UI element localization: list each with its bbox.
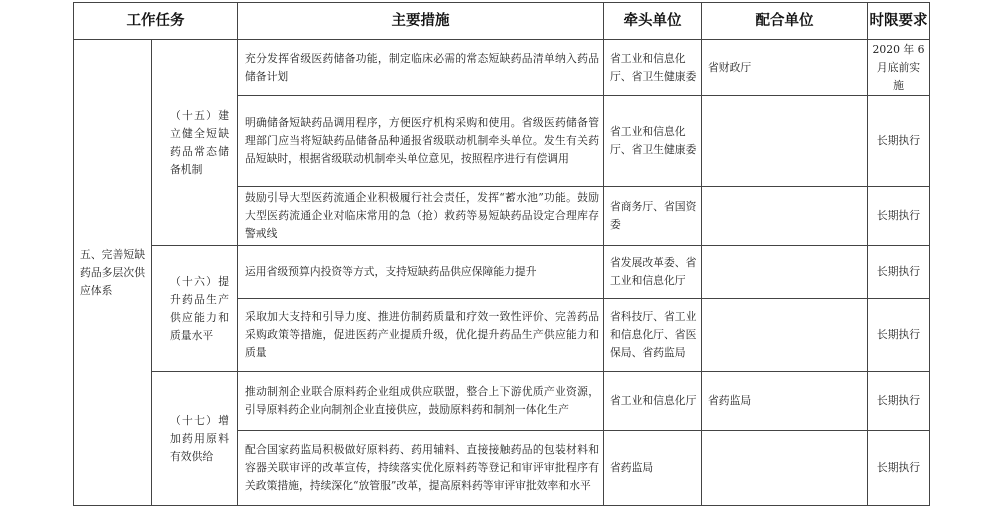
subtask-cell: （十七）增加药用原料有效供给 <box>152 372 238 506</box>
lead-unit-cell: 省工业和信息化厅、省卫生健康委 <box>604 40 702 96</box>
measure-cell: 鼓励引导大型医药流通企业积极履行社会责任，发挥“蓄水池”功能。鼓励大型医药流通企业对临床常用的急（抢）救药等易短缺药品设定合理库存警戒线 <box>238 187 604 246</box>
header-lead: 牵头单位 <box>604 3 702 40</box>
deadline-cell: 长期执行 <box>868 96 930 187</box>
header-task: 工作任务 <box>74 3 238 40</box>
coop-unit-cell <box>702 96 868 187</box>
header-deadline: 时限要求 <box>868 3 930 40</box>
header-row <box>74 3 930 40</box>
measure-cell: 配合国家药监局积极做好原料药、药用辅料、直接接触药品的包装材料和容器关联审评的改革宣传，持续落实优化原料药等登记和审评审批程序有关政策措施，持续深化“放管服”改革，提高原料药等审评审批效率和水平 <box>238 431 604 506</box>
subtask-cell: （十六）提升药品生产供应能力和质量水平 <box>152 246 238 372</box>
table-row <box>74 372 930 431</box>
lead-unit-cell: 省商务厅、省国资委 <box>604 187 702 246</box>
deadline-cell: 长期执行 <box>868 187 930 246</box>
coop-unit-cell <box>702 246 868 299</box>
work-task-table <box>73 2 930 506</box>
deadline-cell: 2020 年 6 月底前实施 <box>868 40 930 96</box>
lead-unit-cell: 省科技厅、省工业和信息化厅、省医保局、省药监局 <box>604 299 702 372</box>
coop-unit-cell <box>702 431 868 506</box>
coop-unit-cell: 省药监局 <box>702 372 868 431</box>
table-row <box>74 40 930 96</box>
deadline-cell: 长期执行 <box>868 372 930 431</box>
measure-cell: 明确储备短缺药品调用程序，方便医疗机构采购和使用。省级医药储备管理部门应当将短缺药品储备品种通报省级联动机制牵头单位。发生有关药品短缺时，根据省级联动机制牵头单位意见，按照程序进行有偿调用 <box>238 96 604 187</box>
lead-unit-cell: 省工业和信息化厅、省卫生健康委 <box>604 96 702 187</box>
task-cell: 五、完善短缺药品多层次供应体系 <box>74 40 152 506</box>
deadline-cell: 长期执行 <box>868 431 930 506</box>
deadline-cell: 长期执行 <box>868 246 930 299</box>
lead-unit-cell: 省发展改革委、省工业和信息化厅 <box>604 246 702 299</box>
header-measures: 主要措施 <box>238 3 604 40</box>
measure-cell: 采取加大支持和引导力度、推进仿制药质量和疗效一致性评价、完善药品采购政策等措施，促进医药产业提质升级，优化提升药品生产供应能力和质量 <box>238 299 604 372</box>
measure-cell: 推动制剂企业联合原料药企业组成供应联盟，整合上下游优质产业资源，引导原料药企业向制剂企业直接供应，鼓励原料药和制剂一体化生产 <box>238 372 604 431</box>
coop-unit-cell: 省财政厅 <box>702 40 868 96</box>
table-row <box>74 246 930 299</box>
measure-cell: 运用省级预算内投资等方式，支持短缺药品供应保障能力提升 <box>238 246 604 299</box>
measure-cell: 充分发挥省级医药储备功能，制定临床必需的常态短缺药品清单纳入药品储备计划 <box>238 40 604 96</box>
lead-unit-cell: 省工业和信息化厅 <box>604 372 702 431</box>
lead-unit-cell: 省药监局 <box>604 431 702 506</box>
coop-unit-cell <box>702 299 868 372</box>
subtask-cell: （十五）建立健全短缺药品常态储备机制 <box>152 40 238 246</box>
deadline-cell: 长期执行 <box>868 299 930 372</box>
coop-unit-cell <box>702 187 868 246</box>
header-coop: 配合单位 <box>702 3 868 40</box>
